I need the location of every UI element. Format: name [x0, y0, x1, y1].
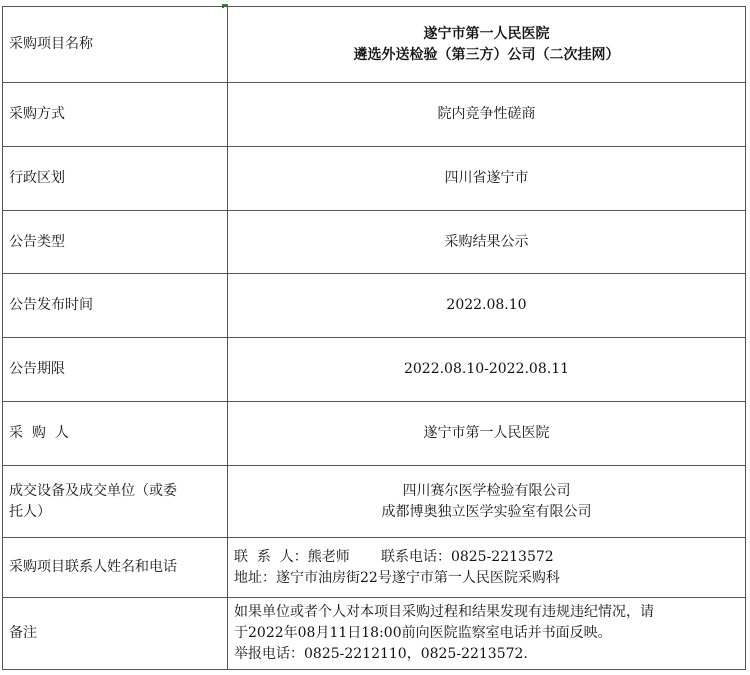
table-row: [3, 402, 746, 466]
label-line-2: 托人）: [9, 503, 51, 520]
table-row: [3, 147, 746, 211]
row-value: [228, 466, 746, 538]
label-line-1: 成交设备及成交单位（或委: [9, 482, 177, 499]
row-label: 公告发布时间: [3, 274, 228, 338]
remarks-line-1: 如果单位或者个人对本项目采购过程和结果发现有违规违纪情况，请: [234, 604, 654, 620]
address-line: 地址：遂宁市油房街22号遂宁市第一人民医院采购科: [234, 569, 560, 586]
contact-line: 联 系 人：熊老师 联系电话：0825-2213572: [234, 548, 554, 565]
row-value: [228, 7, 746, 83]
table-row: [3, 83, 746, 147]
table-row: [3, 598, 746, 670]
table-row: [3, 7, 746, 83]
table-row: [3, 274, 746, 338]
row-label: 公告期限: [3, 338, 228, 402]
row-label: 采购项目联系人姓名和电话: [3, 538, 228, 598]
row-value: 四川省遂宁市: [228, 147, 746, 211]
row-value: 2022.08.10-2022.08.11: [228, 338, 746, 402]
row-label: 行政区划: [3, 147, 228, 211]
row-label: 备注: [3, 598, 228, 670]
row-label: [3, 466, 228, 538]
table-row: [3, 466, 746, 538]
winning-unit-2: 成都博奥独立医学实验室有限公司: [381, 503, 592, 520]
row-value: 采购结果公示: [228, 211, 746, 274]
remarks-line-2: 于2022年08月11日18:00前向医院监察室电话并书面反映。: [234, 625, 612, 641]
row-value: 院内竞争性磋商: [228, 83, 746, 147]
row-label: 采 购 人: [3, 402, 228, 466]
procurement-result-table: [2, 6, 746, 670]
row-label: 采购项目名称: [3, 7, 228, 83]
row-label: 公告类型: [3, 211, 228, 274]
table-row: [3, 211, 746, 274]
table-row: [3, 338, 746, 402]
row-value: [228, 538, 746, 598]
project-name-line-1: 遂宁市第一人民医院: [423, 25, 550, 42]
row-value: [228, 598, 746, 670]
row-value: 遂宁市第一人民医院: [228, 402, 746, 466]
remarks-line-3: 举报电话：0825-2212110，0825-2213572.: [234, 646, 528, 662]
project-name-line-2: 遴选外送检验（第三方）公司（二次挂网）: [353, 46, 620, 63]
row-value: 2022.08.10: [228, 274, 746, 338]
row-label: 采购方式: [3, 83, 228, 147]
table-row: [3, 538, 746, 598]
winning-unit-1: 四川赛尔医学检验有限公司: [402, 482, 571, 499]
